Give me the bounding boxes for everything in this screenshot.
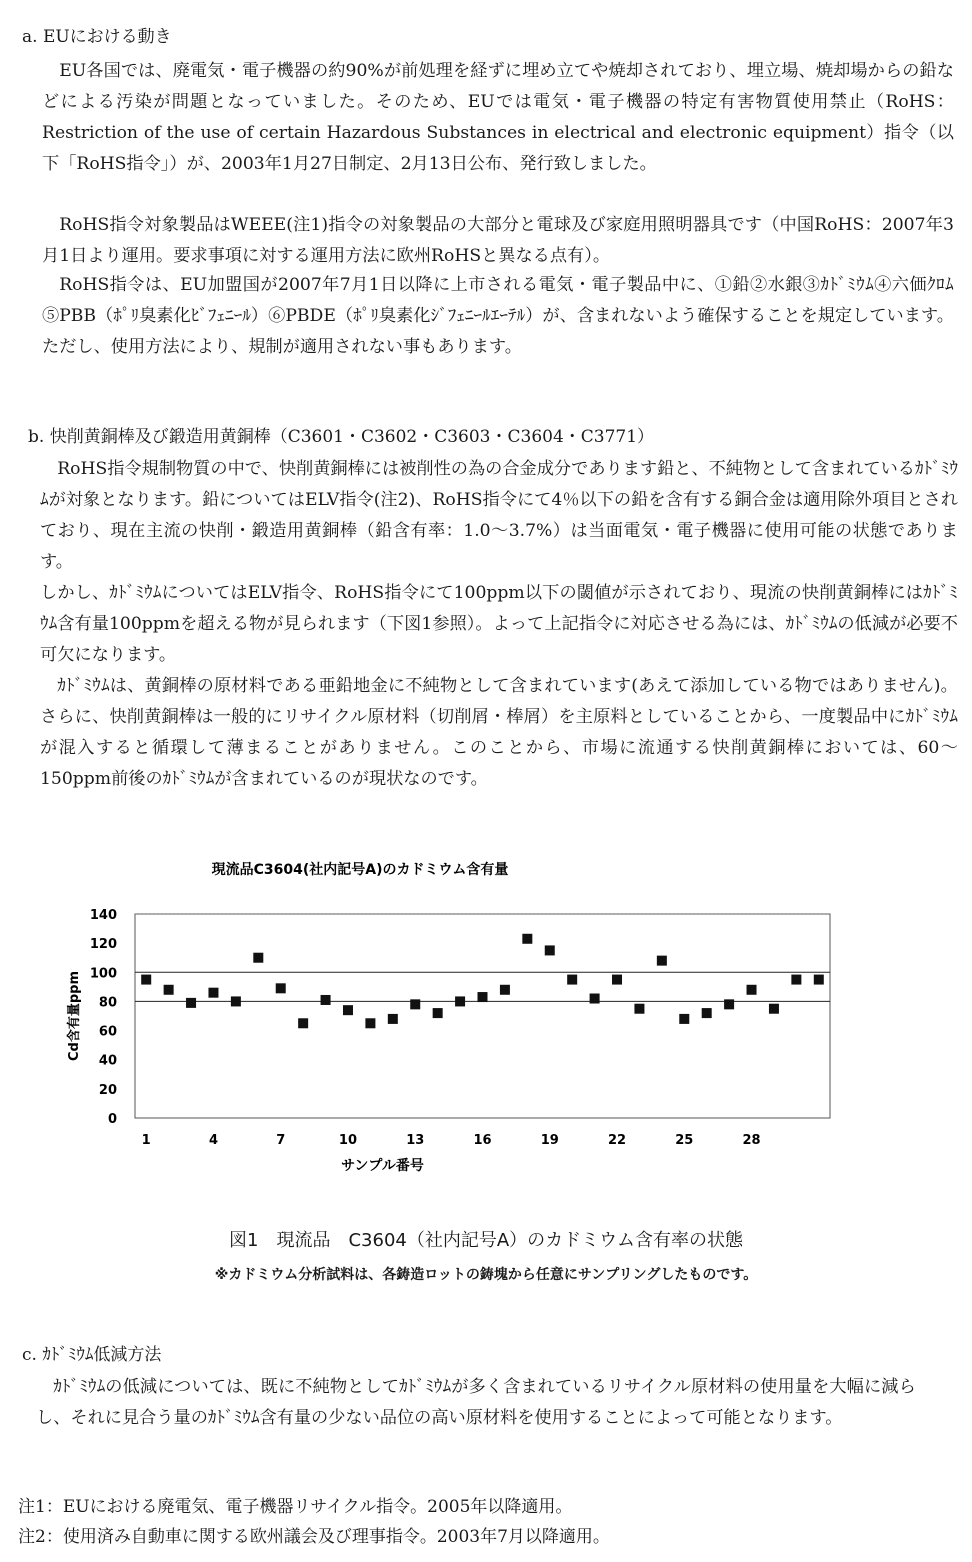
x-tick-label: 16 (473, 1133, 492, 1148)
data-point (478, 992, 488, 1002)
y-tick-label: 20 (98, 1082, 117, 1098)
figure-caption: 図1 現流品 C3604（社内記号A）のカドミウム含有率の状態 (229, 1230, 743, 1251)
data-point (433, 1008, 443, 1018)
data-point (567, 975, 577, 985)
data-point (702, 1008, 712, 1018)
x-tick-label: 4 (208, 1133, 218, 1148)
chart-svg (60, 848, 860, 1178)
section-c-paragraph-1: ｶﾄﾞﾐｳﾑの低減については、既に不純物としてｶﾄﾞﾐｳﾑが多く含まれているリサイクル原材料の使用量を大幅に減らし、それに見合う量のｶﾄﾞﾐｳﾑ含有量の少ない品位の高い原材料を使用することによって可能となります。 (36, 1377, 916, 1428)
data-point (455, 996, 465, 1006)
data-point (724, 999, 734, 1009)
data-point (657, 956, 667, 966)
data-point (141, 975, 151, 985)
data-point (522, 934, 532, 944)
y-axis-label: Cd含有量ppm (67, 970, 82, 1062)
x-tick-label: 13 (406, 1133, 425, 1148)
data-point (679, 1014, 689, 1024)
section-b-title: b. 快削黄銅棒及び鍛造用黄銅棒（C3601・C3602・C3603・C3604・C3771） (28, 427, 655, 447)
data-point (321, 995, 331, 1005)
data-point (231, 996, 241, 1006)
y-tick-label: 60 (98, 1024, 117, 1040)
footnote-1: 注1：EUにおける廃電気、電子機器リサイクル指令。2005年以降適用。 (18, 1497, 573, 1517)
section-b-paragraph-3: ｶﾄﾞﾐｳﾑは、黄銅棒の原材料である亜鉛地金に不純物として含まれています(あえて添加している物ではありません)。さらに、快削黄銅棒は一般的にリサイクル原材料（切削屑・棒屑）を主原料としていることから、一度製品中にｶﾄﾞﾐｳﾑが混入すると循環して薄まることがありません。このことから、市場に流通する快削黄銅棒においては、60～150ppm前後のｶﾄﾞﾐｳﾑが含まれているのが現状なのです。 (40, 676, 958, 789)
section-b-paragraph-2: しかし、ｶﾄﾞﾐｳﾑについてはELV指令、RoHS指令にて100ppm以下の閾値が示されており、現流の快削黄銅棒にはｶﾄﾞﾐｳﾑ含有量100ppmを超える物が見られます（下図1参照）。よって上記指令に対応させる為には、ｶﾄﾞﾐｳﾑの低減が必要不可欠になります。 (40, 583, 958, 665)
data-point (747, 985, 757, 995)
data-point (500, 985, 510, 995)
x-tick-label: 7 (276, 1133, 286, 1148)
x-tick-label: 22 (607, 1133, 627, 1148)
data-point (410, 999, 420, 1009)
y-tick-label: 80 (98, 995, 117, 1011)
x-tick-label: 10 (338, 1133, 358, 1148)
section-b-paragraph-1: RoHS指令規制物質の中で、快削黄銅棒には被削性の為の合金成分であります鉛と、不純物として含まれているｶﾄﾞﾐｳﾑが対象となります。鉛についてはELV指令(注2)、RoHS指令にて4％以下の鉛を含有する銅合金は適用除外項目とされており、現在主流の快削・鍛造用黄銅棒（鉛含有率：1.0～3.7%）は当面電気・電子機器に使用可能の状態であります。 (40, 459, 958, 572)
y-tick-label: 120 (89, 937, 117, 953)
data-point (298, 1018, 308, 1028)
figure-note: ※カドミウム分析試料は、各鋳造ロットの鋳塊から任意にサンプリングしたものです。 (214, 1267, 758, 1283)
y-tick-label: 100 (89, 966, 117, 982)
y-tick-label: 140 (89, 908, 117, 923)
section-a-paragraph-2: RoHS指令対象製品はWEEE(注1)指令の対象製品の大部分と電球及び家庭用照明器具です（中国RoHS：2007年3月1日より運用。要求事項に対する運用方法に欧州RoHSと異なる点有）。 (42, 215, 954, 266)
x-axis-label: サンプル番号 (341, 1158, 424, 1174)
chart-title: 現流品C3604(社内記号A)のカドミウム含有量 (211, 862, 509, 878)
footnote-2: 注2：使用済み自動車に関する欧州議会及び理事指令。2003年7月以降適用。 (18, 1527, 610, 1547)
section-c-title: c. ｶﾄﾞﾐｳﾑ低減方法 (22, 1345, 162, 1365)
cadmium-content-chart (60, 848, 860, 1178)
data-point (814, 975, 824, 985)
data-point (769, 1004, 779, 1014)
plot-area (135, 914, 830, 1118)
data-point (208, 988, 218, 998)
x-tick-label: 19 (540, 1133, 559, 1148)
data-point (791, 975, 801, 985)
data-point (634, 1004, 644, 1014)
data-point (186, 998, 196, 1008)
data-point (365, 1018, 375, 1028)
y-tick-label: 40 (98, 1053, 117, 1069)
data-point (612, 975, 622, 985)
section-a-paragraph-3: RoHS指令は、EU加盟国が2007年7月1日以降に上市される電気・電子製品中に、①鉛②水銀③ｶﾄﾞﾐｳﾑ④六価ｸﾛﾑ⑤PBB（ﾎﾟﾘ臭素化ﾋﾞﾌｪﾆｰﾙ）⑥PBDE（ﾎﾟﾘ臭素化ｼﾞﾌｪﾆｰﾙｴｰﾃﾙ）が、含まれないよう確保することを規定しています。ただし、使用方法により、規制が適用されない事もあります。 (42, 275, 954, 357)
y-tick-label: 0 (107, 1112, 117, 1127)
data-point (253, 953, 263, 963)
x-tick-label: 28 (742, 1133, 761, 1148)
data-point (343, 1005, 353, 1015)
x-tick-label: 1 (141, 1133, 151, 1148)
data-point (590, 994, 600, 1004)
x-tick-label: 25 (675, 1133, 694, 1148)
data-point (276, 983, 286, 993)
section-a-title: a. EUにおける動き (22, 27, 172, 47)
section-a-paragraph-1: EU各国では、廃電気・電子機器の約90%が前処理を経ずに埋め立てや焼却されており、埋立場、焼却場からの鉛などによる汚染が問題となっていました。そのため、EUでは電気・電子機器の特定有害物質使用禁止（RoHS：Restriction of the use of certain Hazardous Substances in electrical and electronic equipment）指令（以下「RoHS指令」）が、2003年1月27日制定、2月13日公布、発行致しました。 (42, 61, 954, 174)
data-point (545, 945, 555, 955)
data-point (388, 1014, 398, 1024)
data-point (164, 985, 174, 995)
